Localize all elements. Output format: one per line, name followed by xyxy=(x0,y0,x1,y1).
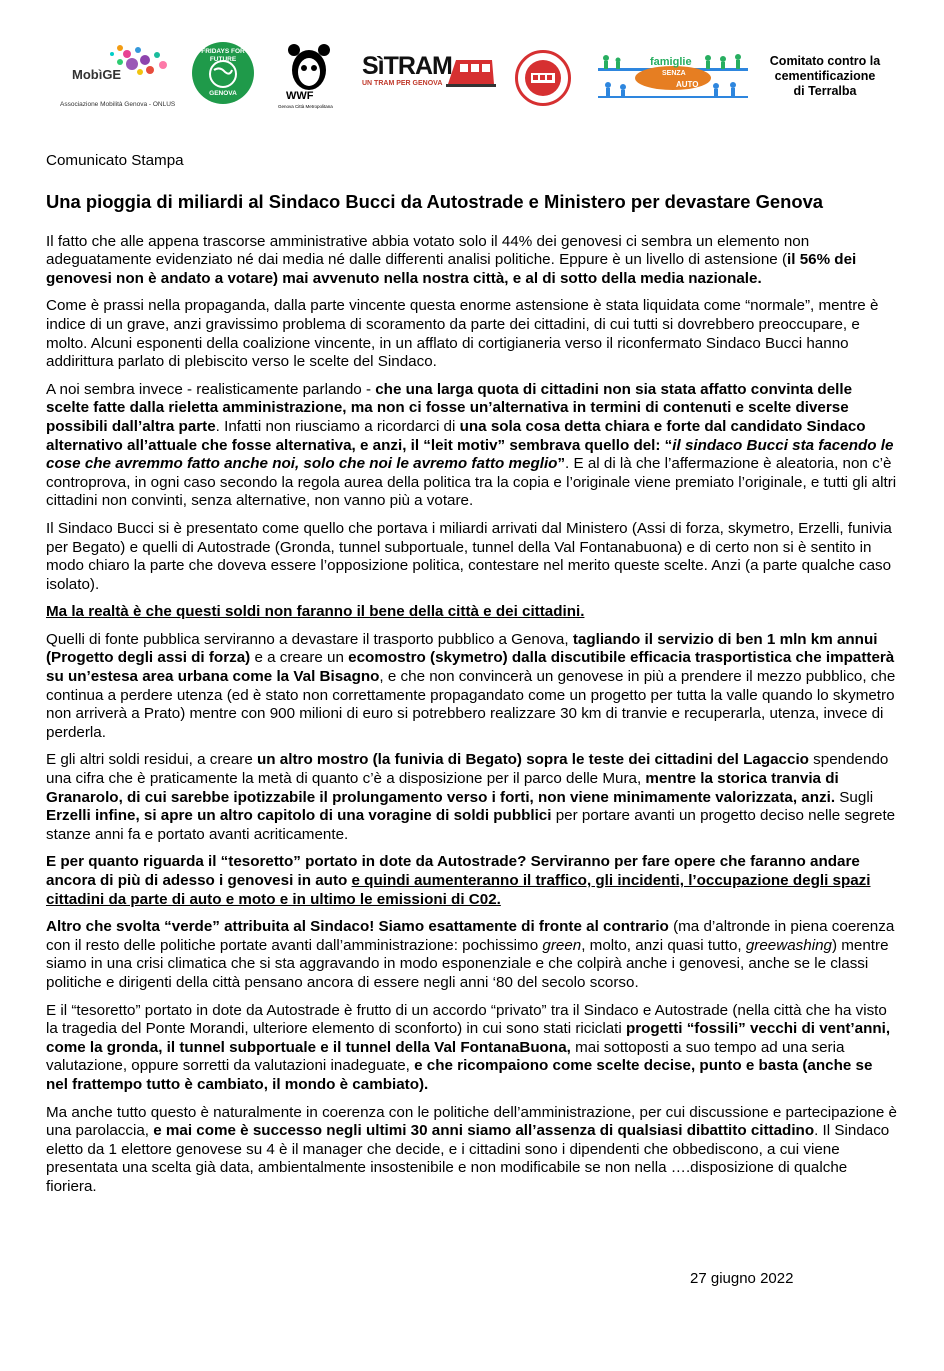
paragraph-8 xyxy=(46,853,898,909)
famiglie-line1: famiglie xyxy=(650,56,692,68)
tram-badge-icon xyxy=(518,53,568,103)
wwf-logo xyxy=(278,42,350,114)
p9-f: ) mentre siamo in una crisi climatica che si sta aggravando in modo esponenziale e che colpirà anche i genovesi, anche se le classi politiche e dirigenti della città pensano ancora di essere negli anni ‘80 del secolo scorso. xyxy=(46,936,889,991)
comitato-line3: di Terralba xyxy=(793,84,857,98)
p11-a: Ma anche tutto questo è naturalmente in coerenza con le politiche dell’amministrazione, per cui discussione e partecipazione è una parolaccia, xyxy=(46,1103,897,1140)
fridays-for-future-logo xyxy=(192,42,254,104)
press-release xyxy=(46,152,898,1206)
p6-a: Quelli di fonte pubblica serviranno a devastare il trasporto pubblico a Genova, xyxy=(46,630,573,648)
paragraph-5: Ma la realtà è che questi soldi non faranno il bene della città e dei cittadini. xyxy=(46,603,585,621)
famiglie-line2: SENZA xyxy=(662,70,686,77)
p3-b: che una larga quota di cittadini non sia stata affatto convinta delle scelte fatte dalla rieletta amministrazione, ma non ci fosse un’alternativa in termini di contenuti e scelte diverse possibili dall’altra parte xyxy=(46,380,853,435)
p6-d: ecomostro (skymetro) dalla discutibile efficacia trasportistica che impatterà su un’estesa area urbana come la Val Bisagno xyxy=(46,649,895,686)
p1-bold: il 56% dei genovesi non è andato a votare) mai avvenuto nella nostra città, e al di sotto della media nazionale. xyxy=(46,251,857,287)
p8-a: E per quanto riguarda il “tesoretto” portato in dote da Autostrade? Serviranno per fare opere che faranno andare ancora di più di adesso i genovesi in auto xyxy=(46,853,860,889)
panda-icon xyxy=(284,42,334,92)
document-label: Comunicato Stampa xyxy=(46,152,184,169)
p3-c: . Infatti non riusciamo a ricordarci di xyxy=(215,417,460,435)
p3-a: A noi sembra invece - realisticamente parlando - xyxy=(46,380,376,398)
p11-b: e mai come è successo negli ultimi 30 anni siamo all’assenza di qualsiasi dibattito cittadino xyxy=(153,1122,815,1140)
paragraph-11 xyxy=(46,1104,898,1197)
sitram-logo xyxy=(360,52,500,102)
p10-a: E il “tesoretto” portato in dote da Autostrade è frutto di un accordo “privato” tra il Sindaco e Autostrade (nella città che ha visto la tragedia del Ponte Morandi, ulteriore elemento di sconforto) in cui sono stati riciclati xyxy=(46,1001,887,1038)
p10-b: progetti “fossili” vecchi di vent’anni, come la gronda, il tunnel subportuale e il tunnel della Val FontanaBuona, xyxy=(46,1020,891,1056)
paragraph-10 xyxy=(46,1002,898,1095)
paragraph-3 xyxy=(46,381,898,511)
p7-b: un altro mostro (la funivia di Begato) sopra le teste dei cittadini del Lagaccio xyxy=(257,751,809,769)
p9-d: , molto, anzi quasi tutto, xyxy=(581,936,746,954)
tram-association-logo xyxy=(515,50,571,106)
p10-d: e che ricompaiono come scelte decise, punto e basta (anche se nel frattempo tutto è cambiato, il mondo è cambiato). xyxy=(46,1057,873,1093)
mobige-logo xyxy=(60,40,180,115)
mobige-subtitle: Associazione Mobilità Genova - ONLUS xyxy=(60,101,176,108)
paragraph-2: Come è prassi nella propaganda, dalla parte vincente questa enorme astensione è stata liquidata come “normale”, mentre è indice di un grave, anzi gravissimo problema di scoramento da parte dei cittadini, di cui tutti si dovrebbero preoccupare, e molto. Alcuni esponenti della coalizione vincente, in un afflato di cortigianeria verso il riconfermato Sindaco Bucci hanno addirittura parlato di plebiscito verso le scelte del Sindaco. xyxy=(46,297,879,371)
p3-g: . E al di là che l’affermazione è aleatoria, non c’è controprova, in ogni caso secondo la regola aurea della politica tra la copia e l’originale viene premiato l’originale, e tutti gli altri cittadini non convinti, senza alternative, non vanno più a votare. xyxy=(46,455,897,510)
p9-b: (ma d’altronde in piena coerenza con il resto delle politiche portate avanti dall’amministrazione: pochissimo xyxy=(46,918,895,954)
famiglie-senza-auto-logo xyxy=(598,50,748,105)
p7-g: per portare avanti un progetto deciso nelle segrete stanze anni fa e portato avanti acriticamente. xyxy=(46,807,896,843)
logo-row xyxy=(60,40,900,120)
wwf-name: WWF xyxy=(286,90,314,102)
p3-d: una sola cosa detta chiara e forte dal candidato Sindaco alternativo all’attuale che fosse alternativa, e anzi, il “leit motiv” sembrava quello del: “ xyxy=(46,417,866,454)
p7-e: Sugli xyxy=(835,788,874,806)
p1-text: Il fatto che alle appena trascorse amministrative abbia votato solo il 44% dei genovesi ci sembra un elemento non adeguatamente evidenziato né dai media né dalle differenti analisi politiche. Eppure è un livello di astensione ( xyxy=(46,232,810,269)
fff-bottom-text: GENOVA xyxy=(209,90,237,97)
p7-f: Erzelli infine, si apre un altro capitolo di una voragine di soldi pubblici xyxy=(46,807,552,825)
p6-e: , e che non convincerà un genovese in più a prendere il mezzo pubblico, che continua a perdere utenza (ed è stato non correttamente propagandato come un progetto per tutta la valle quando lo skymetro non arriverà a Prato) mentre con 900 milioni di euro si potrebbero realizzare 30 km di tranvie e recuperarla, utenza, invece di perderla. xyxy=(46,668,896,741)
p11-c: . Il Sindaco eletto da 1 elettore genovese su 4 è il manager che decide, e i cittadini sono i dipendenti che obbediscono, a cui viene presentata una scelta già data, ambientalmente insostenibile e non modificabile se non nella ….disposizione di qualche fioriera. xyxy=(46,1122,890,1195)
p7-a: E gli altri soldi residui, a creare xyxy=(46,751,258,769)
p6-b: tagliando il servizio di ben 1 mln km annui (Progetto degli assi di forza) xyxy=(46,630,878,667)
p9-a: Altro che svolta “verde” attribuita al Sindaco! Siamo esattamente di fronte al contrario xyxy=(46,918,669,936)
mobige-name: MobìGE xyxy=(72,67,122,82)
comitato-terralba-logo xyxy=(760,54,890,104)
p3-e: il sindaco Bucci sta facendo le cose che avremmo fatto anche noi, solo che noi le avremo fatto meglio xyxy=(46,436,894,473)
fff-top-text: FRIDAYS FOR FUTURE xyxy=(201,48,245,63)
paragraph-7 xyxy=(46,751,898,844)
paragraph-4: Il Sindaco Bucci si è presentato come quello che portava i miliardi arrivati dal Ministero (Assi di forza, skymetro, Erzelli, funivia per Begato) e quelli di Autostrade (Gronda, tunnel subportuale, tunnel della Val Fontanabuona) e di certo non si è sentito in modo chiaro la parte che doveva essere l’opposizione politica, contestare nel merito queste scelte. Anzi (a parte qualche caso isolato). xyxy=(46,519,892,593)
paragraph-9 xyxy=(46,918,898,992)
p7-d: mentre la storica tranvia di Granarolo, di cui sarebbe ipotizzabile il prolungamento verso i forti, non viene minimamente valorizzata, anzi. xyxy=(46,770,839,806)
wwf-subtitle: Genova Città Metropolitana xyxy=(278,104,333,109)
paragraph-1 xyxy=(46,233,898,289)
sitram-subtitle: UN TRAM PER GENOVA xyxy=(362,80,443,87)
p3-f: ” xyxy=(557,455,566,473)
famiglie-line3: AUTO xyxy=(676,80,699,89)
tram-icon xyxy=(446,54,496,92)
p8-b: e quindi aumenteranno il traffico, gli incidenti, l’occupazione degli spazi cittadini da parte di auto e moto e in ultimo le emissioni di C02. xyxy=(46,872,871,908)
p6-c: e a creare un xyxy=(250,649,349,667)
comitato-line1: Comitato contro la xyxy=(769,54,881,68)
document-date: 27 giugno 2022 xyxy=(690,1270,794,1287)
document-title: Una pioggia di miliardi al Sindaco Bucci da Autostrade e Ministero per devastare Genova xyxy=(46,190,824,212)
comitato-line2: cementificazione xyxy=(774,69,876,83)
sitram-name: SìTRAM xyxy=(362,52,452,80)
p9-e: greewashing xyxy=(745,936,832,954)
paragraph-6 xyxy=(46,631,898,743)
p7-c: spendendo una cifra che è praticamente la metà di quanto c’è a disposizione per il parco delle Mura, xyxy=(46,751,889,788)
p9-c: green xyxy=(542,936,582,954)
p10-c: mai sottoposti a suo tempo ad una seria valutazione, oppure sorretti da valutazioni inadeguate, xyxy=(46,1038,845,1075)
